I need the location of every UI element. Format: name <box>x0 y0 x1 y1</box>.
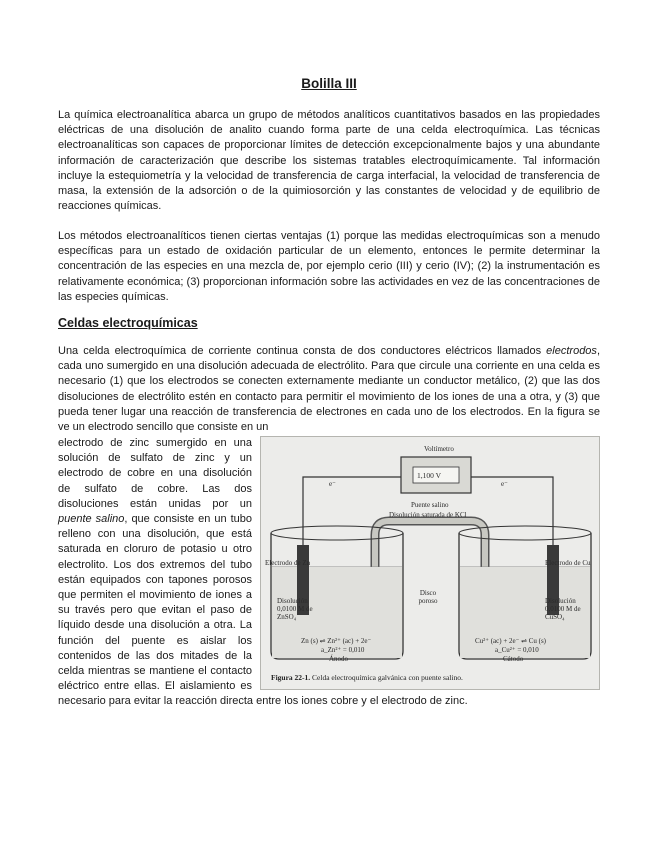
p3-text-a: Una celda electroquímica de corriente continua consta de dos conductores eléctricos llamados <box>58 345 547 357</box>
p4-text-a: electrodo de zinc sumergido en una solución de sulfato de zinc y un electrodo de cobre en una disolución de sulfato de cobre. Las dos disoluciones están unidas por un <box>58 437 252 510</box>
zn-electrode-label: Electrodo de Zn <box>265 559 311 567</box>
advantages-paragraph: Los métodos electroanalíticos tienen ciertas ventajas (1) porque las medidas electroquímicas son a menudo específicas para un estado de oxidación particular de un elemento, entonces le permite determinar la concentración de las especies en una mezcla de, por ejemplo cerio (III) y cerio (IV); (2) la instrumentación es relativamente económica; (3) proporcionan información sobre las actividades en vez de las concentraciones de las especies químicas. <box>58 230 600 303</box>
caption-number: Figura 22-1. <box>271 673 311 682</box>
porous-disc-label: Disco poroso <box>418 589 438 605</box>
figure-wrap-block <box>58 436 600 710</box>
cathode-reaction: Cu²⁺ (ac) + 2e⁻ ⇌ Cu (s) <box>475 637 547 645</box>
salt-bridge-solution-label: Disolución saturada de KCl <box>389 511 467 519</box>
cu-electrode-label: Electrodo de Cu <box>545 559 591 567</box>
left-solution-label: Disolución 0,0100 M de ZnSO₄ <box>277 597 313 621</box>
galvanic-cell-figure <box>260 436 600 690</box>
voltmeter-label: Voltímetro <box>424 445 454 453</box>
page-title: Bolilla III <box>301 76 357 91</box>
anode-reaction: Zn (s) ⇌ Zn²⁺ (ac) + 2e⁻ <box>301 637 372 645</box>
salt-bridge-label: Puente salino <box>411 501 449 509</box>
section-heading: Celdas electroquímicas <box>58 316 198 330</box>
p3-italic-term: electrodos <box>546 345 597 357</box>
intro-paragraph: La química electroanalítica abarca un grupo de métodos analíticos cuantitativos basados en las propiedades eléctricas de una disolución de analito cuando forma parte de una celda electroquímica. Las técnicas electroanalíticas son capaces de proporcionar límites de detección excepcionalmente bajos y una abundante información de caracterización que describe los sistemas tratables electroquímicamente. Tal información incluye la estequiometría y la velocidad de transferencia de carga interfacial, la velocidad de transferencia de masa, la extensión de la adsorción o de la quimiosorción y las constantes de velocidad y de equilibrio de reacciones químicas. <box>58 109 600 213</box>
cathode-activity: a_Cu²⁺ = 0,010 <box>495 646 539 654</box>
cell-definition-paragraph <box>58 344 600 435</box>
anode-activity: a_Zn²⁺ = 0,010 <box>321 646 365 654</box>
anode-label: Ánodo <box>329 655 349 663</box>
voltage-readout: 1,100 V <box>417 471 442 480</box>
p3-text-b: , cada uno sumergido en una disolución adecuada de electrólito. Para que circule una corriente en una celda es necesario (1) que los electrodos se conecten externamente mediante un conductor metálico, (2) que las dos disoluciones de electrólito estén en contacto para permitir el movimiento de los iones de una a otra, y (3) que pueda tener lugar una reacción de transferencia de electrones en cada uno de los electrodos. En la figura se ve un electrodo sencillo que consiste en un <box>58 345 600 434</box>
figure-caption <box>271 673 463 682</box>
right-solution-label: Disolución 0,0100 M de CuSO₄ <box>545 597 581 621</box>
electron-left-label: e⁻ <box>329 480 336 488</box>
electron-right-label: e⁻ <box>501 480 508 488</box>
p4-italic-term: puente salino <box>58 513 125 526</box>
p4-text-b: , que consiste en un tubo relleno con una disolución, que está saturada en cloruro de potasio u otro electrolito. Los dos extremos del tubo están equipados con tapones porosos que permiten el movimiento de iones a su través pero que evitan el paso de líquido desde una disolución a otra. La función del puente es aislar los contenidos de las dos mitades de la celda mientras se mantiene el contacto eléctrico entre ellas. El aislamiento es necesario para evitar la reacción directa entre los iones cobre y el electrodo de zinc. <box>58 513 468 708</box>
caption-text: Celda electroquímica galvánica con puente salino. <box>312 673 463 682</box>
cathode-label: Cátodo <box>503 655 524 663</box>
